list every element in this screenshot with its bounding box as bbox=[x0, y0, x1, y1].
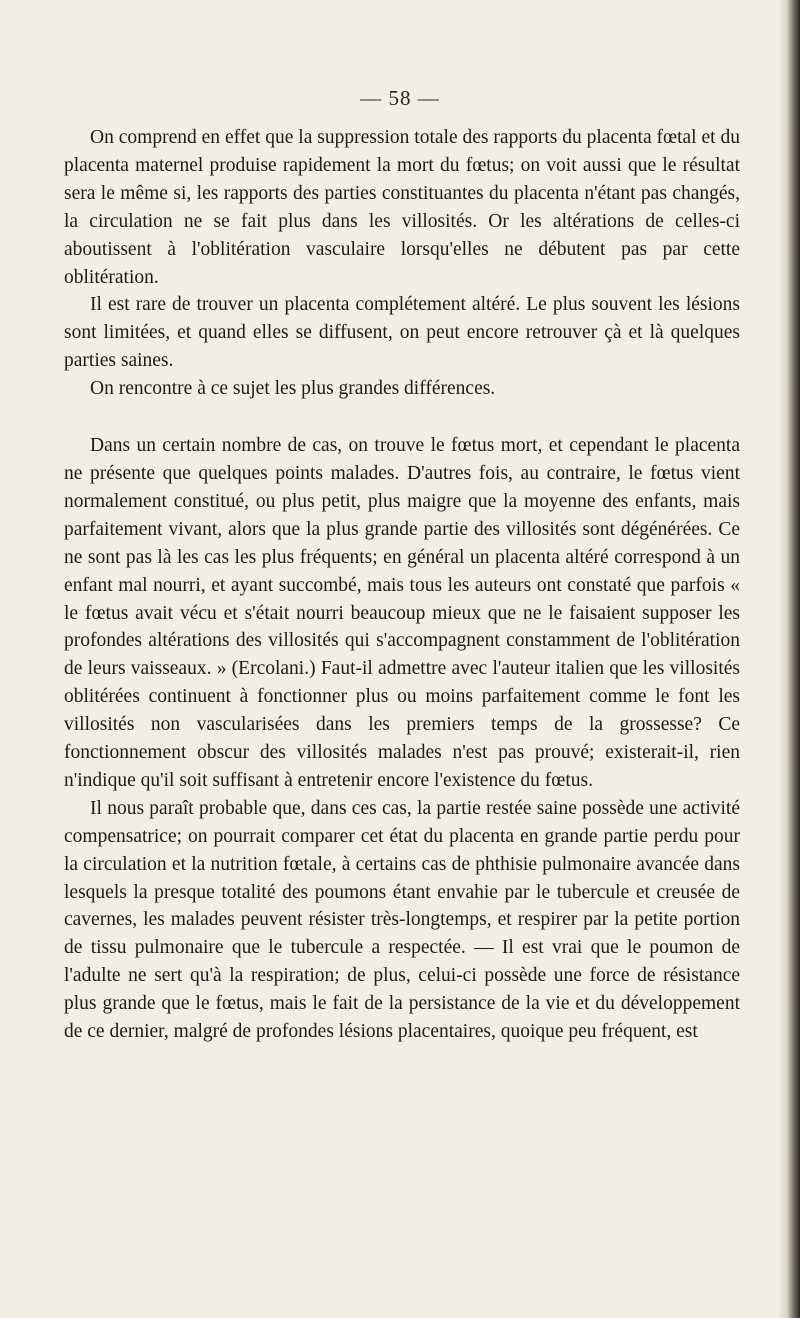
paragraph-gap bbox=[64, 403, 740, 432]
page-edge-shadow bbox=[778, 0, 800, 1318]
paragraph-5: Il nous paraît probable que, dans ces cas, la partie restée saine possède une activité compensatrice; on pourrait comparer cet état du placenta en grande partie perdu pour la circulation et la nutrition fœtale, à certains cas de phthisie pulmonaire avancée dans lesquels la presque totalité des poumons étant envahie par le tubercule et creusée de cavernes, les malades peuvent résister très-longtemps, et respirer par la petite portion de tissu pulmonaire que le tubercule a respectée. — Il est vrai que le poumon de l'adulte ne sert qu'à la respiration; de plus, celui-ci possède une force de résistance plus grande que le fœtus, mais le fait de la persistance de la vie et du développement de ce dernier, malgré de profondes lésions placentaires, quoique peu fréquent, est bbox=[64, 797, 740, 1043]
page-number: — 58 — bbox=[360, 86, 440, 110]
body-text bbox=[64, 124, 740, 1046]
paragraph-1: On comprend en effet que la suppression totale des rapports du placenta fœtal et du placenta maternel produise rapidement la mort du fœtus; on voit aussi que le résultat sera le même si, les rapports des parties constituantes du placenta n'étant pas changés, la circulation ne se fait plus dans les villosités. Or les altérations de celles-ci aboutissent à l'oblitération vasculaire lorsqu'elles ne débutent pas par cette oblitération. bbox=[64, 127, 740, 288]
paragraph-3: On rencontre à ce sujet les plus grandes différences. bbox=[90, 378, 496, 400]
paragraph-2: Il est rare de trouver un placenta complétement altéré. Le plus souvent les lésions sont limitées, et quand elles se diffusent, on peut encore retrouver çà et là quelques parties saines. bbox=[64, 294, 740, 372]
paragraph-4: Dans un certain nombre de cas, on trouve le fœtus mort, et cependant le placenta ne présente que quelques points malades. D'autres fois, au contraire, le fœtus vient normalement constitué, ou plus petit, plus maigre que la moyenne des enfants, mais parfaitement vivant, alors que la plus grande partie des villosités sont dégénérées. Ce ne sont pas là les cas les plus fréquents; en général un placenta altéré correspond à un enfant mal nourri, et ayant succombé, mais tous les auteurs ont constaté que parfois « le fœtus avait vécu et s'était nourri beaucoup mieux que ne le faisaient supposer les profondes altérations des villosités qui s'accompagnent constamment de l'oblitération de leurs vaisseaux. » (Ercolani.) Faut-il admettre avec l'auteur italien que les villosités oblitérées continuent à fonctionner plus ou moins parfaitement comme le font les villosités non vascularisées dans les premiers temps de la grossesse? Ce fonctionnement obscur des villosités malades n'est pas prouvé; existerait-il, rien n'indique qu'il soit suffisant à entretenir encore l'existence du fœtus. bbox=[64, 435, 740, 791]
